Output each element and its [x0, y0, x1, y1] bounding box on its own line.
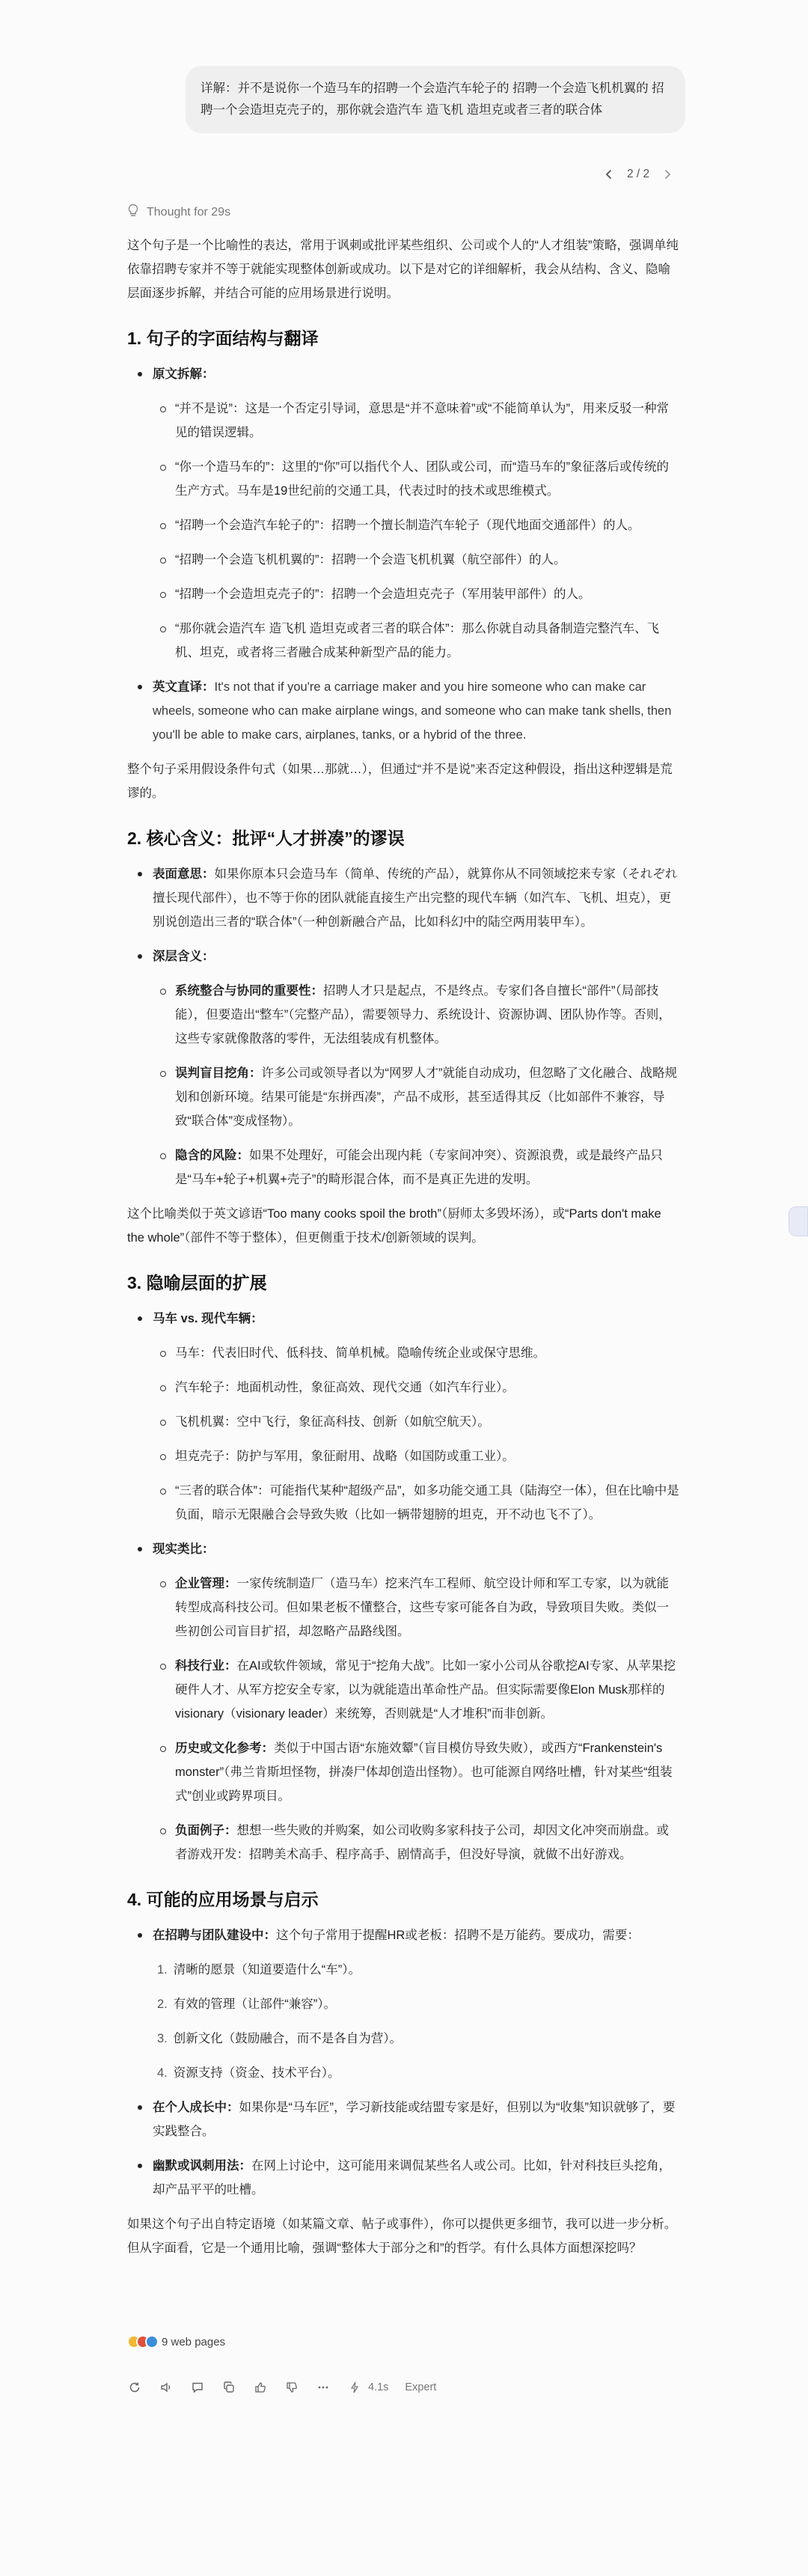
lightbulb-icon [127, 204, 139, 221]
message-actions-bar [127, 2380, 436, 2395]
comment-icon[interactable] [190, 2380, 205, 2395]
section-3-list [127, 1307, 679, 1867]
sub-list [153, 1341, 679, 1527]
bullet-text: 如果你是“马车匠”，学习新技能或结盟专家是好，但别以为“收集”知识就够了，要实践整合。 [153, 2101, 676, 2138]
sub-list-item: “招聘一个会造坦克壳子的”：招聘一个会造坦克壳子（军用装甲部件）的人。 [153, 582, 679, 606]
bullet-text: 这个句子常用于提醒HR或老板：招聘不是万能药。要成功，需要： [276, 1929, 640, 1942]
list-item: 表面意思：如果你原本只会造马车（简单、传统的产品），就算你从不同领域挖来专家（それぞれ擅长现代部件），也不等于你的团队就能直接生产出完整的现代车辆（如汽车、飞机、坦克），更别说创造出三者的“联合体”（一种创新融合产品，比如科幻中的陆空两用装甲车）。 [127, 862, 679, 934]
web-sources-button[interactable] [127, 2335, 225, 2348]
numbered-item: 2. 有效的管理（让部件“兼容”）。 [157, 1997, 337, 2011]
bullet-label: 现实类比 [153, 1542, 202, 1556]
speed-icon [347, 2380, 362, 2395]
bullet-label: 原文拆解 [153, 367, 202, 381]
read-aloud-icon[interactable] [159, 2380, 174, 2395]
source-favicons [127, 2335, 154, 2348]
sub-list-item: 系统整合与协同的重要性：招聘人才只是起点，不是终点。专家们各自擅长“部件”（局部技能），但要造出“整车”（完整产品），需要领导力、系统设计、资源协调、团队协作等。否则，这些专家就像散落的零件，无法组装成有机整体。 [153, 979, 679, 1051]
regenerate-icon[interactable] [127, 2380, 142, 2395]
list-item: 英文直译：It's not that if you're a carriage maker and you hire someone who can make car wheels, someone who can make airplane wings, and someone who can make tank shells, then you'll be able to make cars, airplanes, tanks, or a hybrid of the three. [127, 675, 679, 747]
section-4-heading: 4. 可能的应用场景与启示 [127, 1890, 319, 1909]
section-2-list [127, 862, 679, 1191]
numbered-list [153, 1958, 679, 2085]
model-mode-label: Expert [405, 2381, 437, 2393]
sub-list-item: 误判盲目挖角：许多公司或领导者以为“网罗人才”就能自动成功，但忽略了文化融合、战略规划和创新环境。结果可能是“东拼西凑”，产品不成形，甚至适得其反（比如部件不兼容，导致“联合体”变成怪物）。 [153, 1061, 679, 1133]
bullet-text: It's not that if you're a carriage maker and you hire someone who can make car wheels, someone who can make airplane wings, and someone who can make tank shells, then you'll be able to make cars, airplanes, tanks, or a hybrid of the three. [153, 680, 672, 742]
list-item: 马车 vs. 现代车辆： 马车：代表旧时代、低科技、简单机械。隐喻传统企业或保守思维。 汽车轮子：地面机动性，象征高效、现代交通（如汽车行业）。 飞机机翼：空中飞行，象征高科技、创新（如航空航天）。 坦克壳子：防护与军用，象征耐用、战略（如国防或重工业）。 “三者的联合体”：可能指代某种“超级产品”，如多功能交通工具（陆海空一体），但在比喻中是负面，暗示无限融合会导致失败（比如一辆带翅膀的坦克，开不动也飞不了）。 [127, 1307, 679, 1527]
sub-list-item: 科技行业：在AI或软件领域，常见于“挖角大战”。比如一家小公司从谷歌挖AI专家、从苹果挖硬件人才、从军方挖安全专家，以为就能造出革命性产品。但实际需要像Elon Musk那样的 visionary（visionary leader）来统筹，否则就是“人才堆积”而非创新。 [153, 1654, 679, 1726]
sub-list-item: 马车：代表旧时代、低科技、简单机械。隐喻传统企业或保守思维。 [153, 1341, 679, 1365]
section-3-heading: 3. 隐喻层面的扩展 [127, 1273, 267, 1292]
section-2-heading: 2. 核心含义：批评“人才拼凑”的谬误 [127, 828, 405, 848]
sub-list-item: “招聘一个会造汽车轮子的”：招聘一个擅长制造汽车轮子（现代地面交通部件）的人。 [153, 513, 679, 537]
next-version-icon[interactable] [658, 165, 676, 183]
version-navigator [600, 163, 676, 186]
bullet-label: 表面意思 [153, 867, 202, 881]
previous-version-icon[interactable] [600, 165, 618, 183]
list-item: 深层含义： 系统整合与协同的重要性：招聘人才只是起点，不是终点。专家们各自擅长“部件”（局部技能），但要造出“整车”（完整产品），需要领导力、系统设计、资源协调、团队协作等。否则，这些专家就像散落的零件，无法组装成有机整体。 误判盲目挖角：许多公司或领导者以为“网罗人才”就能自动成功，但忽略了文化融合、战略规划和创新环境。结果可能是“东拼西凑”，产品不成形，甚至适得其反（比如部件不兼容，导致“联合体”变成怪物）。 隐含的风险：如果不处理好，可能会出现内耗（专家间冲突）、资源浪费，或是最终产品只是“马车+轮子+机翼+壳子”的畸形混合体，而不是真正先进的发明。 [127, 944, 679, 1191]
intro-paragraph: 这个句子是一个比喻性的表达，常用于讽刺或批评某些组织、公司或个人的“人才组装”策略，强调单纯依靠招聘专家并不等于就能实现整体创新或成功。以下是对它的详细解析，我会从结构、含义、隐喻层面逐步拆解，并结合可能的应用场景进行说明。 [127, 239, 679, 300]
list-item: 幽默或讽刺用法：在网上讨论中，这可能用来调侃某些名人或公司。比如，针对科技巨头挖角，却产品平平的吐槽。 [127, 2154, 679, 2202]
sub-list [153, 979, 679, 1191]
response-time: 4.1s [368, 2381, 389, 2393]
bullet-label: 幽默或讽刺用法 [153, 2159, 239, 2173]
sub-list-item: 负面例子：想想一些失败的并购案，如公司收购多家科技子公司，却因文化冲突而崩盘。或者游戏开发：招聘美术高手、程序高手、剧情高手，但没好导演，就做不出好游戏。 [153, 1819, 679, 1867]
thumbs-up-icon[interactable] [253, 2380, 268, 2395]
bullet-label: 深层含义 [153, 950, 202, 963]
user-message-bubble: 详解：并不是说你一个造马车的招聘一个会造汽车轮子的 招聘一个会造飞机机翼的 招聘一个会造坦克壳子的，那你就会造汽车 造飞机 造坦克或者三者的联合体 [186, 66, 685, 133]
list-item: 原文拆解： “并不是说”：这是一个否定引导词，意思是“并不意味着”或“不能简单认为”，用来反驳一种常见的错误逻辑。 “你一个造马车的”：这里的“你”可以指代个人、团队或公司，而“造马车的”象征落后或传统的生产方式。马车是19世纪前的交通工具，代表过时的技术或思维模式。 “招聘一个会造汽车轮子的”：招聘一个擅长制造汽车轮子（现代地面交通部件）的人。 “招聘一个会造飞机机翼的”：招聘一个会造飞机机翼（航空部件）的人。 “招聘一个会造坦克壳子的”：招聘一个会造坦克壳子（军用装甲部件）的人。 “那你就会造汽车 造飞机 造坦克或者三者的联合体”：那么你就自动具备制造完整汽车、飞机、坦克，或者将三者融合成某种新型产品的能力。 [127, 362, 679, 665]
thumbs-down-icon[interactable] [284, 2380, 299, 2395]
sub-list-item: 隐含的风险：如果不处理好，可能会出现内耗（专家间冲突）、资源浪费，或是最终产品只是“马车+轮子+机翼+壳子”的畸形混合体，而不是真正先进的发明。 [153, 1144, 679, 1191]
section-4-list [127, 1923, 679, 2202]
bullet-text: 在网上讨论中，这可能用来调侃某些名人或公司。比如，针对科技巨头挖角，却产品平平的吐槽。 [153, 2159, 671, 2197]
sub-list-item: “那你就会造汽车 造飞机 造坦克或者三者的联合体”：那么你就自动具备制造完整汽车、飞机、坦克，或者将三者融合成某种新型产品的能力。 [153, 617, 679, 665]
copy-icon[interactable] [221, 2380, 236, 2395]
section-1-heading: 1. 句子的字面结构与翻译 [127, 329, 319, 348]
favicon-icon [145, 2335, 159, 2348]
sources-label: 9 web pages [162, 2335, 226, 2348]
bullet-label: 在招聘与团队建设中 [153, 1929, 264, 1942]
sub-list-item: 历史或文化参考：类似于中国古语“东施效颦”（盲目模仿导致失败），或西方“Frankenstein's monster”（弗兰肯斯坦怪物，拼凑尸体却创造出怪物）。也可能源自网络吐槽，针对某些“组装式”创业或跨界项目。 [153, 1736, 679, 1808]
numbered-item: 1. 清晰的愿景（知道要造什么“车”）。 [157, 1963, 361, 1977]
sub-list-item: 企业管理：一家传统制造厂（造马车）挖来汽车工程师、航空设计师和军工专家，以为就能转型成高科技公司。但如果老板不懂整合，这些专家可能各自为政，导致项目失败。类似一些初创公司盲目扩招，却忽略产品路线图。 [153, 1572, 679, 1643]
bullet-text: 如果你原本只会造马车（简单、传统的产品），就算你从不同领域挖来专家（それぞれ擅长现代部件），也不等于你的团队就能直接生产出完整的现代车辆（如汽车、飞机、坦克），更别说创造出三者的“联合体”（一种创新融合产品，比如科幻中的陆空两用装甲车）。 [153, 867, 678, 929]
section-1-list [127, 362, 679, 747]
closing-paragraph: 如果这个句子出自特定语境（如某篇文章、帖子或事件），你可以提供更多细节，我可以进一步分析。但从字面看，它是一个通用比喻，强调“整体大于部分之和”的哲学。有什么具体方面想深挖吗？ [127, 2218, 677, 2255]
bullet-label: 马车 vs. 现代车辆 [153, 1312, 251, 1325]
version-counter: 2 / 2 [627, 168, 650, 180]
section-1-conclusion: 整个句子采用假设条件句式（如果…那就…），但通过“并不是说”来否定这种假设，指出这种逻辑是荒谬的。 [127, 763, 673, 800]
sub-list-item: 坦克壳子：防护与军用，象征耐用、战略（如国防或重工业）。 [153, 1444, 679, 1468]
bullet-label: 英文直译 [153, 680, 202, 694]
list-item: 在个人成长中：如果你是“马车匠”，学习新技能或结盟专家是好，但别以为“收集”知识就够了，要实践整合。 [127, 2096, 679, 2143]
side-panel-tab[interactable] [789, 1206, 808, 1236]
sub-list-item: 汽车轮子：地面机动性，象征高效、现代交通（如汽车行业）。 [153, 1376, 679, 1400]
sub-list-item: “三者的联合体”：可能指代某种“超级产品”，如多功能交通工具（陆海空一体），但在比喻中是负面，暗示无限融合会导致失败（比如一辆带翅膀的坦克，开不动也飞不了）。 [153, 1479, 679, 1527]
more-options-icon[interactable] [316, 2380, 331, 2395]
thought-toggle[interactable] [127, 204, 230, 221]
sub-list-item: “你一个造马车的”：这里的“你”可以指代个人、团队或公司，而“造马车的”象征落后或传统的生产方式。马车是19世纪前的交通工具，代表过时的技术或思维模式。 [153, 455, 679, 503]
numbered-item: 4. 资源支持（资金、技术平台）。 [157, 2066, 340, 2080]
assistant-answer [127, 234, 679, 2271]
bullet-label: 在个人成长中 [153, 2101, 227, 2114]
sub-list [153, 1572, 679, 1867]
numbered-item: 3. 创新文化（鼓励融合，而不是各自为营）。 [157, 2032, 403, 2045]
list-item: 在招聘与团队建设中：这个句子常用于提醒HR或老板：招聘不是万能药。要成功，需要： 1. 清晰的愿景（知道要造什么“车”）。 2. 有效的管理（让部件“兼容”）。 3. 创新文化（鼓励融合，而不是各自为营）。 4. 资源支持（资金、技术平台）。 [127, 1923, 679, 2085]
sub-list [153, 397, 679, 665]
section-2-conclusion: 这个比喻类似于英文谚语“Too many cooks spoil the broth”（厨师太多毁坏汤），或“Parts don't make the whole”（部件不等于整体），但更侧重于技术/创新领域的误判。 [127, 1207, 661, 1245]
sub-list-item: “招聘一个会造飞机机翼的”：招聘一个会造飞机机翼（航空部件）的人。 [153, 548, 679, 572]
list-item: 现实类比： 企业管理：一家传统制造厂（造马车）挖来汽车工程师、航空设计师和军工专家，以为就能转型成高科技公司。但如果老板不懂整合，这些专家可能各自为政，导致项目失败。类似一些初创公司盲目扩招，却忽略产品路线图。 科技行业：在AI或软件领域，常见于“挖角大战”。比如一家小公司从谷歌挖AI专家、从苹果挖硬件人才、从军方挖安全专家，以为就能造出革命性产品。但实际需要像Elon Musk那样的 visionary（visionary leader）来统筹，否则就是“人才堆积”而非创新。 历史或文化参考：类似于中国古语“东施效颦”（盲目模仿导致失败），或西方“Frankenstein's monster”（弗兰肯斯坦怪物，拼凑尸体却创造出怪物）。也可能源自网络吐槽，针对某些“组装式”创业或跨界项目。 负面例子：想想一些失败的并购案，如公司收购多家科技子公司，却因文化冲突而崩盘。或者游戏开发：招聘美术高手、程序高手、剧情高手，但没好导演，就做不出好游戏。 [127, 1537, 679, 1867]
thought-label: Thought for 29s [147, 205, 231, 219]
sub-list-item: 飞机机翼：空中飞行，象征高科技、创新（如航空航天）。 [153, 1410, 679, 1434]
sub-list-item: “并不是说”：这是一个否定引导词，意思是“并不意味着”或“不能简单认为”，用来反驳一种常见的错误逻辑。 [153, 397, 679, 445]
